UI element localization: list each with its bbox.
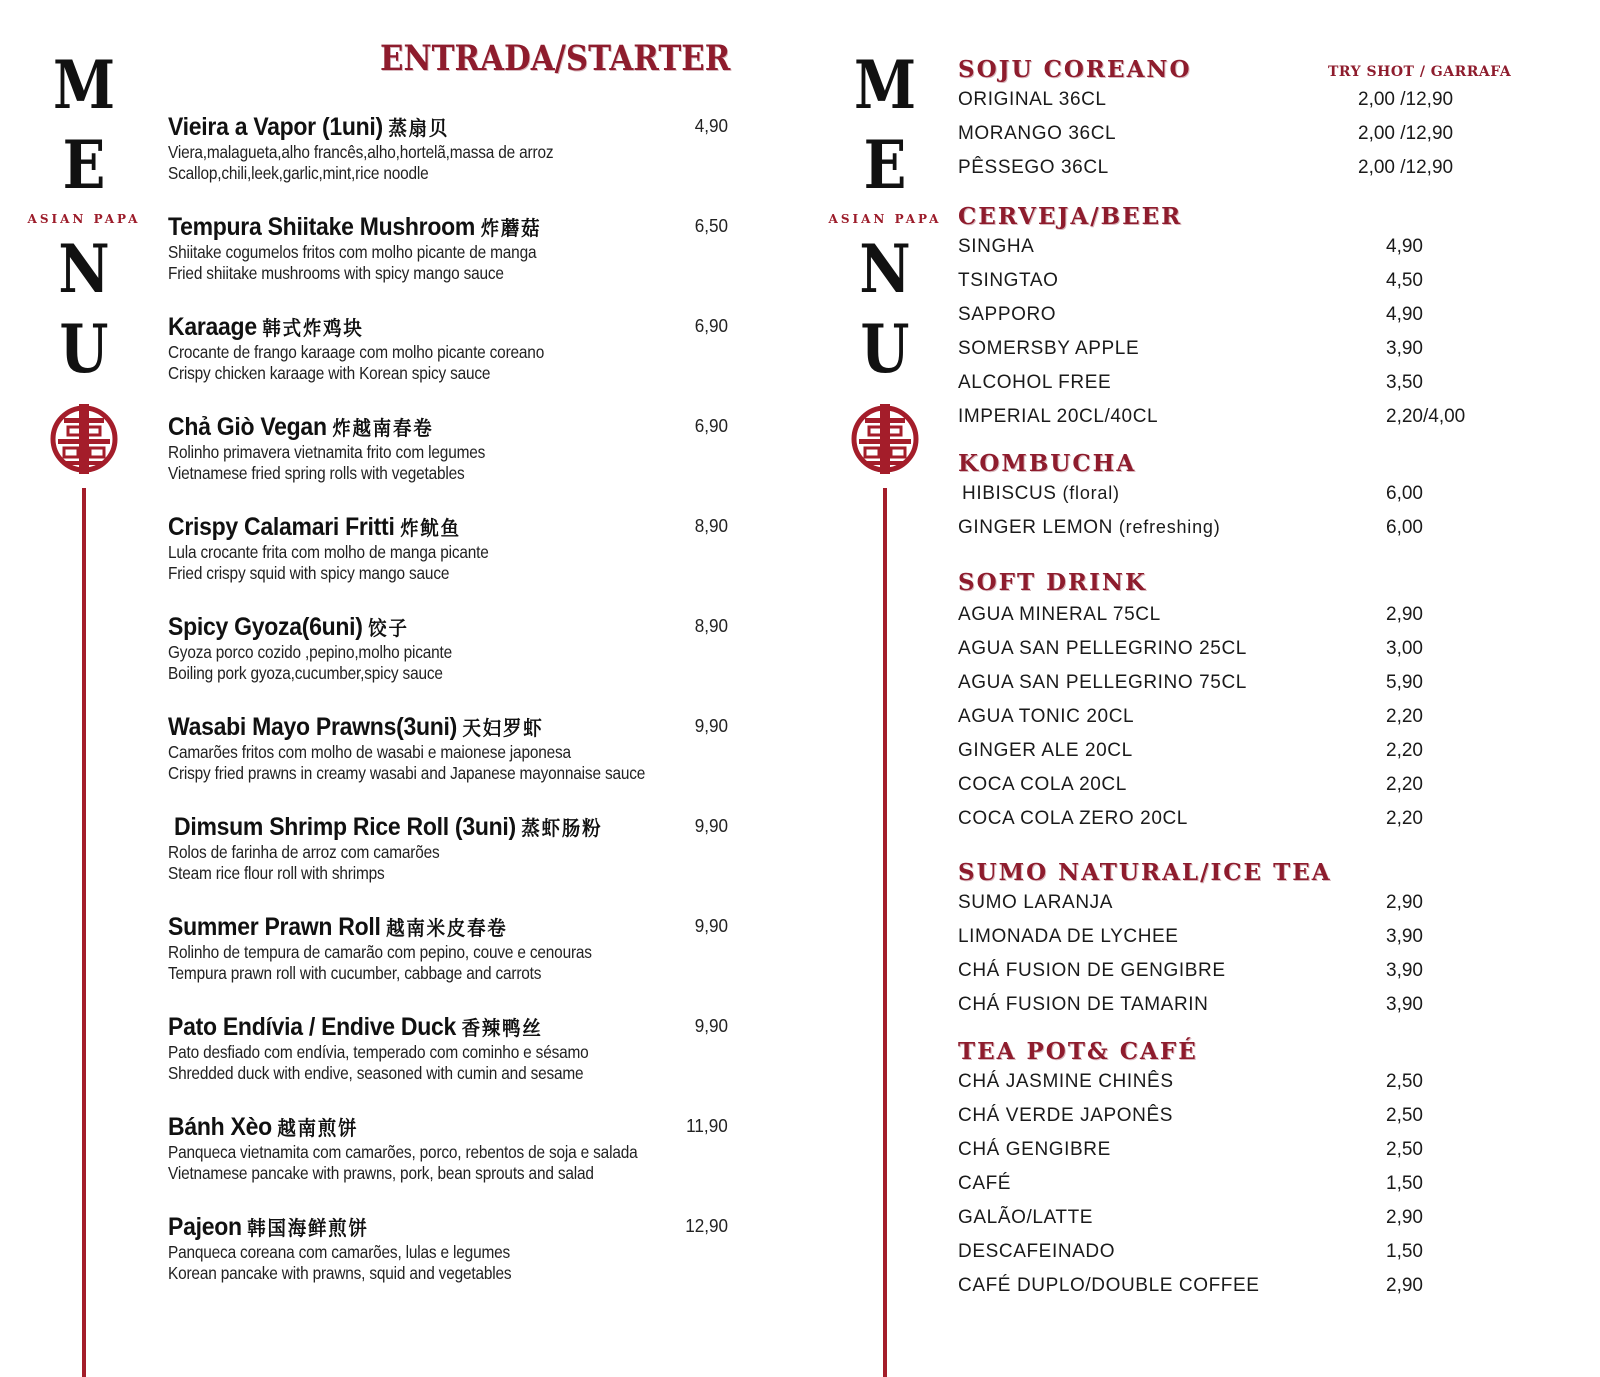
- item-chinese-name: 炸蘑菇: [480, 216, 542, 240]
- drink-note: (refreshing): [1118, 517, 1221, 537]
- drink-price: 2,20/4,00: [1386, 406, 1466, 427]
- drink-price: 6,00: [1386, 517, 1423, 538]
- item-price: 9,90: [694, 1016, 728, 1036]
- section-title-tea-cafe: TEA POT& CAFÉ: [958, 1038, 1198, 1065]
- item-description-en: Fried shiitake mushrooms with spicy mango sauce: [168, 263, 504, 283]
- item-price: 8,90: [694, 616, 728, 636]
- drink-name: SOMERSBY APPLE: [958, 338, 1140, 359]
- item-description-en: Fried crispy squid with spicy mango sauce: [168, 563, 450, 583]
- drink-price: 2,00 /12,90: [1358, 123, 1454, 144]
- item-description-pt: Lula crocante frita com molho de manga picante: [168, 542, 489, 562]
- drink-row: [958, 157, 1518, 187]
- item-description-en: Tempura prawn roll with cucumber, cabbage and carrots: [168, 963, 542, 983]
- item-chinese-name: 炸越南春卷: [332, 416, 434, 440]
- drink-row: [958, 1139, 1518, 1169]
- drink-name: CHÁ VERDE JAPONÊS: [958, 1105, 1174, 1126]
- brand-column-left: [14, 0, 154, 1377]
- item-name: Spicy Gyoza(6uni): [168, 613, 363, 641]
- drink-name: DESCAFEINADO: [958, 1241, 1116, 1262]
- section-title-soju: SOJU COREANO: [958, 56, 1192, 83]
- item-chinese-name: 蒸虾肠粉: [521, 816, 603, 840]
- brand-tagline: ASIAN PAPA: [828, 212, 942, 226]
- double-happiness-seal-icon: [50, 400, 118, 478]
- item-chinese-name: 韩式炸鸡块: [262, 316, 364, 340]
- drink-price: 2,90: [1386, 1207, 1423, 1228]
- drink-price: 2,20: [1386, 740, 1423, 761]
- drink-name: CAFÉ: [958, 1173, 1012, 1194]
- drink-name: ALCOHOL FREE: [958, 372, 1112, 393]
- menu-item: [168, 112, 728, 192]
- drink-price: 3,90: [1386, 926, 1423, 947]
- section-title-soft-drink: SOFT DRINK: [958, 569, 1147, 596]
- drink-row: [958, 1173, 1518, 1203]
- drink-price: 5,90: [1386, 672, 1423, 693]
- item-description-en: Steam rice flour roll with shrimps: [168, 863, 385, 883]
- item-name: Pato Endívia / Endive Duck: [168, 1013, 457, 1041]
- drink-row: [958, 270, 1518, 300]
- item-description-en: Vietnamese pancake with prawns, pork, bean sprouts and salad: [168, 1163, 594, 1183]
- drink-name: ORIGINAL 36CL: [958, 89, 1107, 110]
- drink-name: AGUA SAN PELLEGRINO 75CL: [958, 672, 1247, 693]
- item-description-en: Shredded duck with endive, seasoned with cumin and sesame: [168, 1063, 584, 1083]
- drink-price: 2,50: [1386, 1139, 1423, 1160]
- menu-item: [168, 512, 728, 592]
- drink-name: AGUA TONIC 20CL: [958, 706, 1135, 727]
- drink-price: 3,90: [1386, 994, 1423, 1015]
- drink-row: [958, 1071, 1518, 1101]
- item-description-en: Boiling pork gyoza,cucumber,spicy sauce: [168, 663, 443, 683]
- menu-letter-n: N: [58, 230, 110, 308]
- menu-letter-u: U: [860, 310, 910, 388]
- drink-row: [958, 1275, 1518, 1305]
- drink-row: [958, 638, 1518, 668]
- drink-name: TSINGTAO: [958, 270, 1059, 291]
- item-price: 9,90: [694, 716, 728, 736]
- drink-name: CHÁ FUSION DE GENGIBRE: [958, 960, 1226, 981]
- drink-name: AGUA MINERAL 75CL: [958, 604, 1161, 625]
- item-chinese-name: 天妇罗虾: [462, 716, 544, 740]
- drink-name: HIBISCUS: [962, 483, 1057, 504]
- item-description-pt: Rolos de farinha de arroz com camarões: [168, 842, 440, 862]
- drink-name: GINGER LEMON: [958, 517, 1113, 538]
- item-description-pt: Pato desfiado com endívia, temperado com cominho e sésamo: [168, 1042, 589, 1062]
- drink-name: GINGER ALE 20CL: [958, 740, 1133, 761]
- item-name: Dimsum Shrimp Rice Roll (3uni): [174, 813, 516, 841]
- item-description-en: Crispy fried prawns in creamy wasabi and Japanese mayonnaise sauce: [168, 763, 646, 783]
- item-description-en: Korean pancake with prawns, squid and vegetables: [168, 1263, 512, 1283]
- item-name: Bánh Xèo: [168, 1113, 272, 1141]
- drink-price: 4,90: [1386, 304, 1423, 325]
- menu-letter-e: E: [863, 126, 907, 204]
- item-price: 9,90: [694, 916, 728, 936]
- drink-row: [958, 960, 1518, 990]
- drink-name: SUMO LARANJA: [958, 892, 1114, 913]
- menu-letter-m: M: [853, 46, 917, 124]
- drink-row: [958, 808, 1518, 838]
- drink-price: 3,50: [1386, 372, 1423, 393]
- item-name: Vieira a Vapor (1uni): [168, 113, 383, 141]
- drink-price: 3,00: [1386, 638, 1423, 659]
- drink-row: [958, 483, 1518, 513]
- drink-name: CHÁ GENGIBRE: [958, 1139, 1111, 1160]
- drink-row: [958, 372, 1518, 402]
- item-description-pt: Panqueca coreana com camarões, lulas e legumes: [168, 1242, 511, 1262]
- item-description-pt: Shiitake cogumelos fritos com molho picante de manga: [168, 242, 537, 262]
- drink-row: [958, 304, 1518, 334]
- item-description-en: Crispy chicken karaage with Korean spicy sauce: [168, 363, 491, 383]
- item-chinese-name: 蒸扇贝: [388, 116, 450, 140]
- drink-row: [958, 706, 1518, 736]
- drink-row: [958, 406, 1518, 436]
- item-description-pt: Panqueca vietnamita com camarões, porco, rebentos de soja e salada: [168, 1142, 638, 1162]
- drink-name: CHÁ JASMINE CHINÊS: [958, 1071, 1174, 1092]
- item-name: Chả Giò Vegan: [168, 413, 327, 441]
- item-chinese-name: 饺子: [368, 616, 409, 640]
- item-name: Wasabi Mayo Prawns(3uni): [168, 713, 458, 741]
- drink-row: [958, 89, 1518, 119]
- item-chinese-name: 越南煎饼: [277, 1116, 359, 1140]
- drink-price: 6,00: [1386, 483, 1423, 504]
- menu-letter-u: U: [59, 310, 109, 388]
- double-happiness-seal-icon: [851, 400, 919, 478]
- drink-price: 2,00 /12,90: [1358, 89, 1454, 110]
- item-chinese-name: 韩国海鲜煎饼: [247, 1216, 369, 1240]
- menu-item: [168, 1212, 728, 1292]
- drink-row: [958, 1241, 1518, 1271]
- section-title-beer: CERVEJA/BEER: [958, 203, 1183, 230]
- menu-item: [168, 1012, 728, 1092]
- item-name: Crispy Calamari Fritti: [168, 513, 395, 541]
- drink-row: [958, 892, 1518, 922]
- item-price: 11,90: [686, 1116, 728, 1136]
- drink-row: [958, 604, 1518, 634]
- menu-item: [168, 212, 728, 292]
- menu-letter-n: N: [859, 230, 911, 308]
- item-chinese-name: 炸鱿鱼: [400, 516, 461, 540]
- item-price: 8,90: [694, 516, 728, 536]
- drink-row: [958, 672, 1518, 702]
- item-name: Summer Prawn Roll: [168, 913, 381, 941]
- menu-item: [168, 912, 728, 992]
- brand-column-right: [815, 0, 955, 1377]
- item-description-pt: Camarões fritos com molho de wasabi e maionese japonesa: [168, 742, 571, 762]
- drink-price: 2,20: [1386, 774, 1423, 795]
- drink-row: [958, 338, 1518, 368]
- drink-name: COCA COLA ZERO 20CL: [958, 808, 1188, 829]
- drink-price: 2,90: [1386, 892, 1423, 913]
- item-description-pt: Rolinho primavera vietnamita frito com legumes: [168, 442, 486, 462]
- drink-row: [958, 1105, 1518, 1135]
- item-price: 4,90: [694, 116, 728, 136]
- section-title-kombucha: KOMBUCHA: [958, 450, 1137, 477]
- drink-note: (floral): [1062, 483, 1120, 503]
- menu-item: [168, 812, 728, 892]
- brand-divider-bar: [82, 488, 86, 1377]
- drink-row: [958, 1207, 1518, 1237]
- menu-letter-e: E: [62, 126, 106, 204]
- drink-row: [958, 517, 1518, 547]
- item-description-pt: Rolinho de tempura de camarão com pepino, couve e cenouras: [168, 942, 592, 962]
- item-description-pt: Viera,malagueta,alho francês,alho,hortelã,massa de arroz: [168, 142, 554, 162]
- menu-letter-m: M: [52, 46, 116, 124]
- item-price: 6,50: [694, 216, 728, 236]
- brand-divider-bar: [883, 488, 887, 1377]
- menu-item: [168, 712, 728, 792]
- drink-name: LIMONADA DE LYCHEE: [958, 926, 1179, 947]
- item-description-en: Vietnamese fried spring rolls with vegetables: [168, 463, 465, 483]
- drink-price: 4,90: [1386, 236, 1423, 257]
- item-price: 6,90: [694, 316, 728, 336]
- soju-price-subtitle: TRY SHOT / GARRAFA: [1328, 64, 1512, 80]
- brand-tagline: ASIAN PAPA: [27, 212, 141, 226]
- menu-item: [168, 1112, 728, 1192]
- item-price: 9,90: [694, 816, 728, 836]
- drink-row: [958, 774, 1518, 804]
- item-description-pt: Gyoza porco cozido ,pepino,molho picante: [168, 642, 453, 662]
- item-price: 6,90: [694, 416, 728, 436]
- starter-title: ENTRADA/STARTER: [380, 38, 731, 79]
- drink-row: [958, 994, 1518, 1024]
- drink-name: AGUA SAN PELLEGRINO 25CL: [958, 638, 1247, 659]
- drink-name: MORANGO 36CL: [958, 123, 1117, 144]
- drink-name: COCA COLA 20CL: [958, 774, 1127, 795]
- drink-row: [958, 236, 1518, 266]
- item-description-en: Scallop,chili,leek,garlic,mint,rice noodle: [168, 163, 429, 183]
- drink-price: 2,90: [1386, 604, 1423, 625]
- item-description-pt: Crocante de frango karaage com molho picante coreano: [168, 342, 545, 362]
- drink-row: [958, 926, 1518, 956]
- drink-name: SINGHA: [958, 236, 1035, 257]
- drink-price: 3,90: [1386, 338, 1423, 359]
- item-name: Karaage: [168, 313, 257, 341]
- menu-item: [168, 312, 728, 392]
- menu-item: [168, 412, 728, 492]
- drink-name: CHÁ FUSION DE TAMARIN: [958, 994, 1209, 1015]
- drink-row: [958, 740, 1518, 770]
- drink-price: 2,90: [1386, 1275, 1423, 1296]
- drink-name: CAFÉ DUPLO/DOUBLE COFFEE: [958, 1275, 1260, 1296]
- drink-price: 3,90: [1386, 960, 1423, 981]
- drink-name: SAPPORO: [958, 304, 1057, 325]
- drink-name: IMPERIAL 20CL/40CL: [958, 406, 1159, 427]
- section-title-sumo: SUMO NATURAL/ICE TEA: [958, 859, 1332, 886]
- item-chinese-name: 越南米皮春卷: [386, 916, 508, 940]
- drink-name: GALÃO/LATTE: [958, 1207, 1094, 1228]
- drink-price: 4,50: [1386, 270, 1423, 291]
- drink-row: [958, 123, 1518, 153]
- item-name: Tempura Shiitake Mushroom: [168, 213, 476, 241]
- drink-name: PÊSSEGO 36CL: [958, 157, 1109, 178]
- drink-price: 2,20: [1386, 808, 1423, 829]
- drink-price: 1,50: [1386, 1173, 1423, 1194]
- menu-item: [168, 612, 728, 692]
- drink-price: 2,20: [1386, 706, 1423, 727]
- drink-price: 1,50: [1386, 1241, 1423, 1262]
- item-chinese-name: 香辣鸭丝: [461, 1016, 543, 1040]
- drink-price: 2,50: [1386, 1105, 1423, 1126]
- drink-price: 2,50: [1386, 1071, 1423, 1092]
- item-price: 12,90: [685, 1216, 728, 1236]
- drink-price: 2,00 /12,90: [1358, 157, 1454, 178]
- item-name: Pajeon: [168, 1213, 242, 1241]
